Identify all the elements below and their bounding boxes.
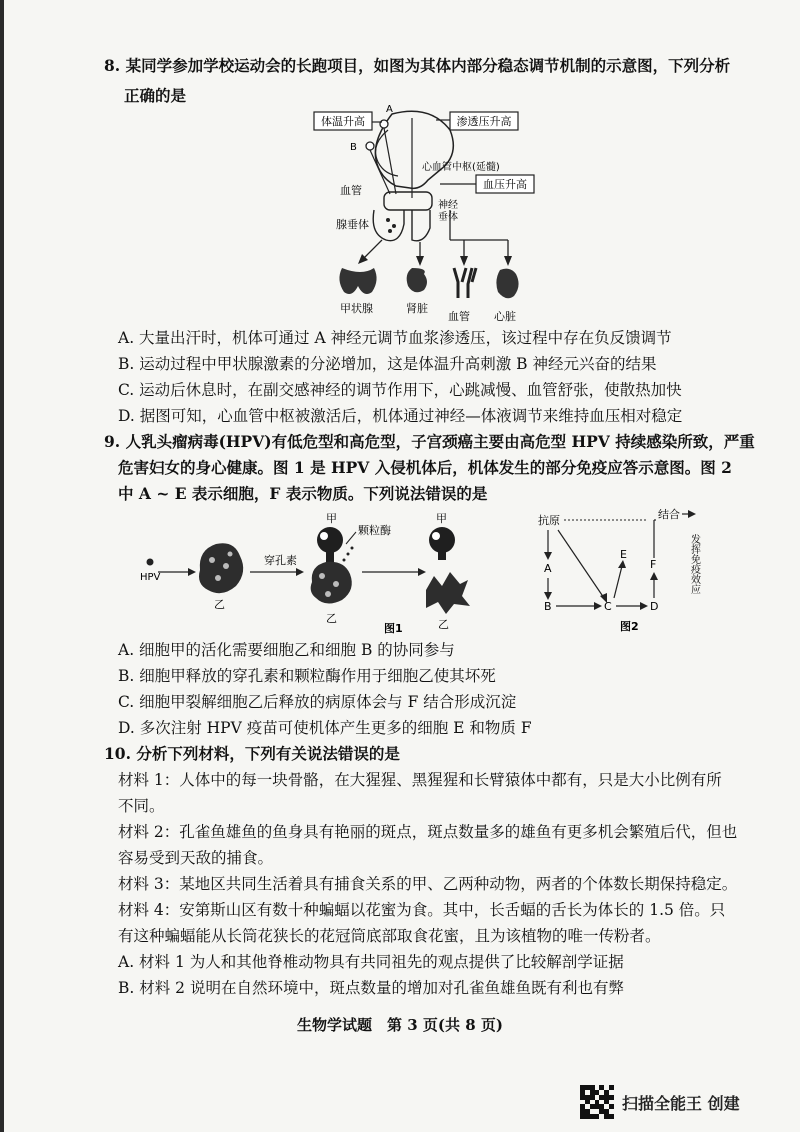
fig1-perforin-label: 穿孔素 (264, 554, 297, 567)
q8-regulation-diagram (300, 100, 550, 322)
label-kidney: 肾脏 (406, 302, 428, 315)
fig2-label-f: F (650, 558, 657, 571)
q8-option-c: C. 运动后休息时，在副交感神经的调节作用下，心跳减慢、血管舒张，使散热加快 (118, 381, 682, 399)
fig1-yi-label-2: 乙 (326, 612, 337, 625)
q9-option-d: D. 多次注射 HPV 疫苗可使机体产生更多的细胞 E 和物质 F (118, 719, 532, 737)
q8-option-b: B. 运动过程中甲状腺激素的分泌增加，这是体温升高刺激 B 神经元兴奋的结果 (118, 355, 657, 373)
fig1-jia-label-1: 甲 (326, 512, 337, 525)
label-vessel-left: 血管 (340, 184, 362, 197)
anterior-pituitary-shape (373, 210, 404, 241)
fig2-label-e: E (620, 548, 627, 561)
fig1-hpv-label: HPV (140, 572, 161, 583)
svg-text:发挥免疫效应: 发挥免疫效应 (688, 534, 700, 594)
fig2-combine-label: 结合 (658, 508, 680, 521)
label-cv-center: 心血管中枢(延髓) (422, 162, 500, 173)
q9-stem-line1: 9. 人乳头瘤病毒(HPV)有低危型和高危型，子宫颈癌主要由高危型 HPV 持续感染所致，严重 (104, 432, 755, 451)
q9-option-b: B. 细胞甲释放的穿孔素和颗粒酶作用于细胞乙使其坏死 (118, 667, 496, 685)
q10-material-4-line1: 材料 4：安第斯山区有数十种蝙蝠以花蜜为食。其中，长舌蝠的舌长为体长的 1.5 倍。只 (118, 901, 726, 919)
page-footer: 生物学试题 第 3 页(共 8 页) (297, 1016, 503, 1034)
cell-jia-2 (429, 527, 455, 553)
q8-option-a: A. 大量出汗时，机体可通过 A 神经元调节血浆渗透压，该过程中存在负反馈调节 (118, 329, 672, 347)
fig1-jia-label-2: 甲 (436, 512, 447, 525)
fig1-granzyme-label: 颗粒酶 (358, 524, 391, 537)
q8-option-d: D. 据图可知，心血管中枢被激活后，机体通过神经—体液调节来维持血压相对稳定 (118, 407, 683, 425)
q10-material-2-line2: 容易受到天敌的捕食。 (118, 849, 274, 867)
fig1-caption: 图1 (384, 622, 403, 635)
label-neuro-2: 垂体 (438, 212, 458, 223)
cell-jia-1 (317, 527, 343, 553)
text-osmotic-rise: 渗透压升高 (456, 115, 512, 128)
fig2-effect-label (689, 533, 701, 595)
q10-option-b: B. 材料 2 说明在自然环境中，斑点数量的增加对孔雀鱼雄鱼既有利也有弊 (118, 979, 624, 997)
q9-figure-1 (130, 510, 490, 636)
label-vessel: 血管 (448, 310, 470, 322)
fig2-antigen-label: 抗原 (538, 514, 560, 527)
cell-yi-lysed (426, 572, 470, 614)
label-neuro-1: 神经 (438, 200, 458, 211)
thyroid-organ-shape (339, 268, 376, 294)
fig1-yi-label-3: 乙 (438, 618, 449, 631)
q10-stem: 10. 分析下列材料，下列有关说法错误的是 (104, 744, 400, 763)
q9-figure-2 (530, 504, 710, 634)
label-heart: 心脏 (494, 310, 516, 322)
scanner-brand-text: 扫描全能王 创建 (622, 1093, 740, 1113)
q8-stem-line1: 8. 某同学参加学校运动会的长跑项目，如图为其体内部分稳态调节机制的示意图，下列分析 (104, 56, 731, 75)
q9-option-a: A. 细胞甲的活化需要细胞乙和细胞 B 的协同参与 (118, 641, 455, 659)
label-b: B (350, 142, 357, 153)
q9-option-c: C. 细胞甲裂解细胞乙后释放的病原体会与 F 结合形成沉淀 (118, 693, 517, 711)
heart-organ-shape (496, 269, 518, 299)
q10-material-4-line2: 有这种蝙蝠能从长筒花狭长的花冠筒底部取食花蜜，且为该植物的唯一传粉者。 (118, 927, 661, 945)
kidney-organ-shape (407, 268, 427, 292)
label-a: A (386, 104, 393, 115)
text-temp-rise: 体温升高 (321, 115, 365, 128)
q10-material-2-line1: 材料 2：孔雀鱼雄鱼的鱼身具有艳丽的斑点，斑点数量多的雄鱼有更多机会繁殖后代，但也 (118, 823, 738, 841)
neuron-a (380, 120, 388, 128)
label-thyroid: 甲状腺 (340, 302, 373, 315)
vessel-organ-shape (454, 268, 476, 298)
fig2-label-b: B (544, 600, 552, 613)
label-anterior-pituitary: 腺垂体 (336, 218, 369, 231)
q10-material-1-line1: 材料 1：人体中的每一块骨骼，在大猩猩、黑猩猩和长臂猿体中都有，只是大小比例有所 (118, 771, 722, 789)
fig1-yi-label-1: 乙 (214, 598, 225, 611)
q9-stem-line2: 危害妇女的身心健康。图 1 是 HPV 入侵机体后，机体发生的部分免疫应答示意图。图 2 (118, 458, 732, 477)
posterior-pituitary-shape (412, 210, 430, 241)
neuron-b (366, 142, 374, 150)
q10-material-3: 材料 3：某地区共同生活着具有捕食关系的甲、乙两种动物，两者的个体数长期保持稳定。 (118, 875, 738, 893)
cell-yi-1 (199, 543, 243, 593)
scanner-watermark (580, 1080, 795, 1124)
fig2-label-c: C (604, 600, 612, 613)
q8-stem-line2: 正确的是 (124, 86, 187, 105)
q9-stem-line3: 中 A ~ E 表示细胞，F 表示物质。下列说法错误的是 (118, 484, 488, 503)
fig2-label-a: A (544, 562, 552, 575)
q10-option-a: A. 材料 1 为人和其他脊椎动物具有共同祖先的观点提供了比较解剖学证据 (118, 953, 624, 971)
fig2-label-d: D (650, 600, 659, 613)
fig2-caption: 图2 (620, 620, 639, 633)
cell-yi-2 (311, 562, 352, 604)
qr-code-icon (580, 1085, 614, 1119)
q10-material-1-line2: 不同。 (118, 797, 165, 815)
page-scan-edge (0, 0, 4, 1132)
hpv-particle (147, 559, 154, 566)
text-bp-rise: 血压升高 (483, 178, 527, 191)
